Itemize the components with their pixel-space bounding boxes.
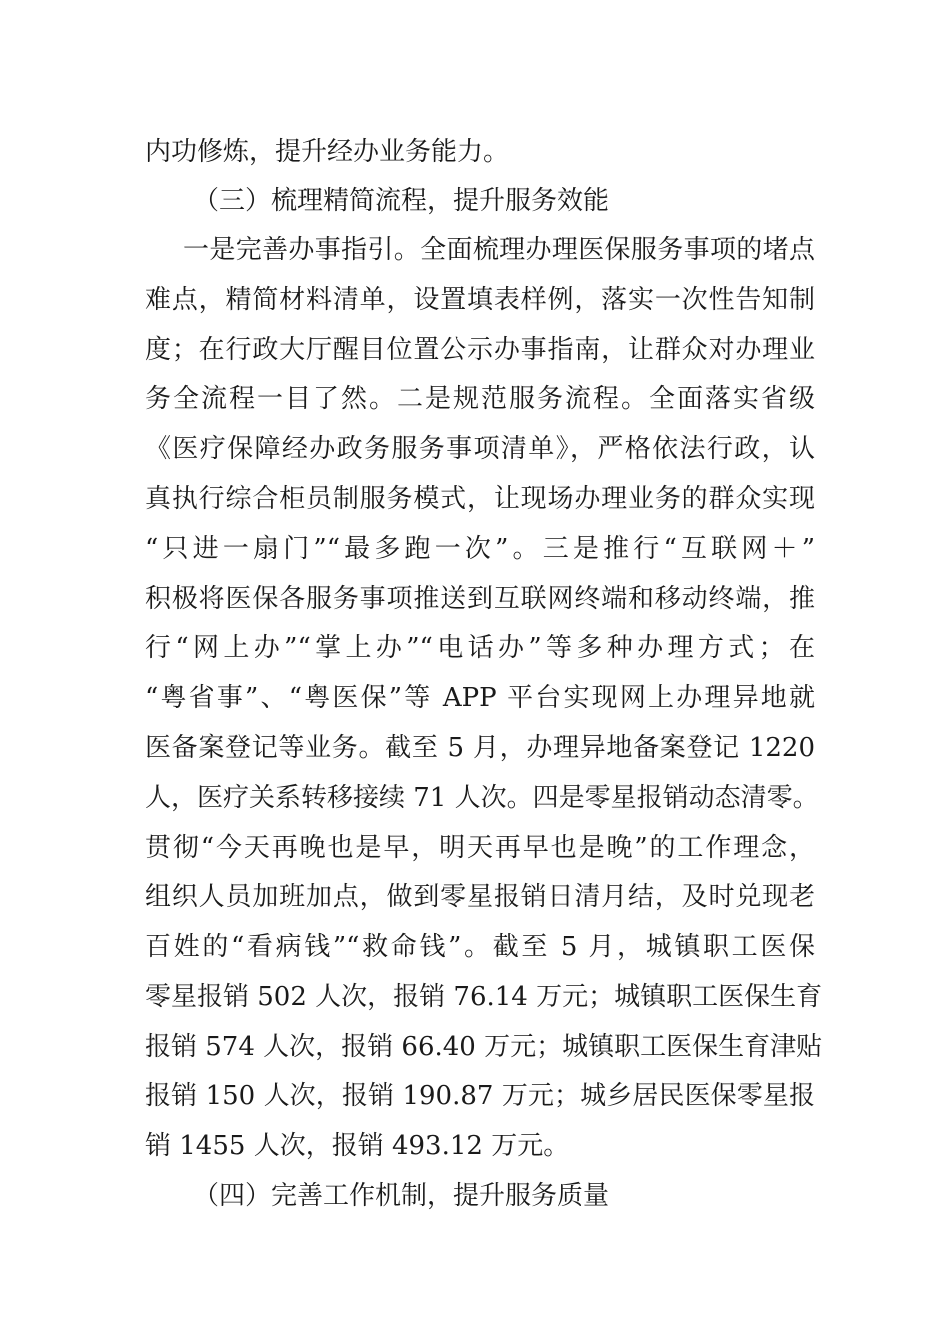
paragraph-line: 《医疗保障经办政务服务事项清单》，严格依法行政，认 bbox=[145, 434, 815, 464]
paragraph-line: 难点，精简材料清单，设置填表样例，落实一次性告知制 bbox=[145, 285, 815, 315]
paragraph-line: 真执行综合柜员制服务模式，让现场办理业务的群众实现 bbox=[145, 484, 815, 514]
paragraph-line: 行“网上办”“掌上办”“电话办”等多种办理方式；在 bbox=[145, 633, 815, 663]
paragraph-line: 一是完善办事指引。全面梳理办理医保服务事项的堵点 bbox=[183, 235, 815, 265]
paragraph-line: 报销 574 人次，报销 66.40 万元；城镇职工医保生育津贴 bbox=[145, 1032, 823, 1062]
paragraph-line-continuation: 内功修炼，提升经办业务能力。 bbox=[145, 137, 510, 167]
paragraph-line: 报销 150 人次，报销 190.87 万元；城乡居民医保零星报 bbox=[145, 1081, 815, 1111]
paragraph-line: “粤省事”、“粤医保”等 APP 平台实现网上办理异地就 bbox=[145, 683, 815, 713]
paragraph-line: 务全流程一目了然。二是规范服务流程。全面落实省级 bbox=[145, 384, 815, 414]
section-heading-4: （四）完善工作机制，提升服务质量 bbox=[193, 1181, 610, 1211]
section-heading-3: （三）梳理精简流程，提升服务效能 bbox=[193, 186, 610, 216]
paragraph-line-last: 销 1455 人次，报销 493.12 万元。 bbox=[145, 1131, 570, 1161]
paragraph-line: 度；在行政大厅醒目位置公示办事指南，让群众对办理业 bbox=[145, 335, 815, 365]
paragraph-line: 零星报销 502 人次，报销 76.14 万元；城镇职工医保生育 bbox=[145, 982, 823, 1012]
paragraph-line: 百姓的“看病钱”“救命钱”。截至 5 月，城镇职工医保 bbox=[145, 932, 815, 962]
paragraph-line: 人，医疗关系转移接续 71 人次。四是零星报销动态清零。 bbox=[145, 783, 819, 813]
paragraph-line: 医备案登记等业务。截至 5 月，办理异地备案登记 1220 bbox=[145, 733, 815, 763]
paragraph-line: “只进一扇门”“最多跑一次”。三是推行“互联网＋” bbox=[145, 534, 815, 564]
paragraph-line: 组织人员加班加点，做到零星报销日清月结，及时兑现老 bbox=[145, 882, 815, 912]
paragraph-line: 贯彻“今天再晚也是早，明天再早也是晚”的工作理念， bbox=[145, 833, 815, 863]
paragraph-line: 积极将医保各服务事项推送到互联网终端和移动终端，推 bbox=[145, 584, 815, 614]
